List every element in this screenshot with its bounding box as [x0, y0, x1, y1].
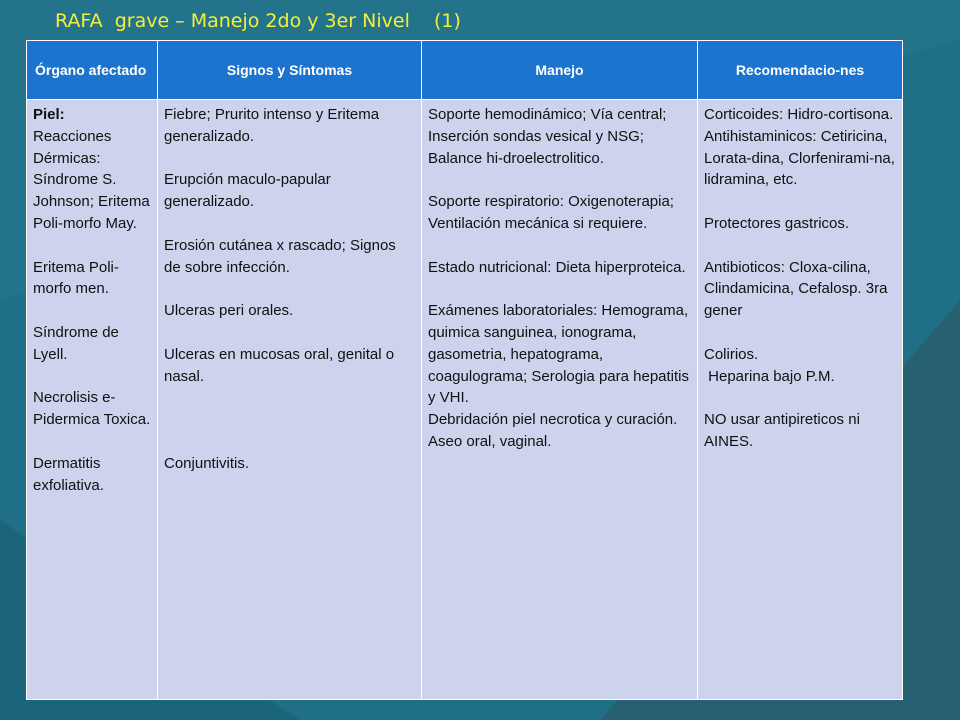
recommendation-item: Antibioticos: Cloxa-cilina, Clindamicina, Cefalosp. 3ra gener [704, 258, 888, 320]
sign-item: Erosión cutánea x rascado; Signos de sobre infección. [164, 236, 396, 276]
recommendation-item: Heparina bajo P.M. [704, 367, 835, 385]
organ-label: Piel: [33, 106, 65, 123]
organ-item: Síndrome de Lyell. [33, 323, 119, 363]
table-row [27, 100, 903, 700]
header-signos: Signos y Síntomas [158, 41, 422, 100]
sign-item: Conjuntivitis. [164, 454, 250, 472]
cell-organo [27, 100, 158, 700]
management-item: Exámenes laboratoriales: Hemograma, quimica sanguinea, ionograma, gasometria, hepatograma, coagulograma; Serologia para hepatitis y VHI. [428, 302, 689, 407]
recommendation-item: Colirios. [704, 345, 759, 363]
slide-title: RAFA grave – Manejo 2do y 3er Nivel (1) [55, 10, 461, 32]
sign-item: Ulceras en mucosas oral, genital o nasal. [164, 345, 395, 385]
organ-item: Necrolisis e-Pidermica Toxica. [33, 389, 151, 429]
management-item: Debridación piel necrotica y curación. Aseo oral, vaginal. [428, 411, 678, 450]
sign-item: Fiebre; Prurito intenso y Eritema generalizado. [164, 106, 380, 145]
recommendation-item: Protectores gastricos. [704, 214, 850, 232]
organ-item: Eritema Poli-morfo men. [33, 258, 119, 298]
recommendation-item: Antihistaminicos: Cetiricina, Lorata-dina, Clorfenirami-na, lidramina, etc. [704, 127, 895, 189]
sign-spacer [164, 409, 416, 431]
management-item: Soporte hemodinámico; Vía central; Inserción sondas vesical y NSG; Balance hi-droelectrolitico. [428, 106, 667, 167]
management-item: Soporte respiratorio: Oxigenoterapia; Ventilación mecánica si requiere. [428, 193, 674, 232]
sign-item: Erupción maculo-papular generalizado. [164, 171, 331, 211]
header-manejo: Manejo [422, 41, 698, 100]
cell-signos [158, 100, 422, 700]
sign-item: Ulceras peri orales. [164, 302, 294, 320]
header-recomendaciones: Recomendacio-nes [698, 41, 903, 100]
cell-manejo [422, 100, 698, 700]
cell-recomendaciones [698, 100, 903, 700]
table-header-row [27, 41, 903, 100]
organ-item: Reacciones Dérmicas: Síndrome S. Johnson; Eritema Poli-morfo May. [33, 127, 150, 232]
management-table [26, 40, 902, 700]
recommendation-item: Corticoides: Hidro-cortisona. [704, 106, 894, 123]
recommendation-item: NO usar antipireticos ni AINES. [704, 411, 860, 450]
organ-item: Dermatitis exfoliativa. [33, 454, 104, 494]
header-organo: Órgano afectado [27, 41, 158, 100]
management-item: Estado nutricional: Dieta hiperproteica. [428, 258, 686, 276]
